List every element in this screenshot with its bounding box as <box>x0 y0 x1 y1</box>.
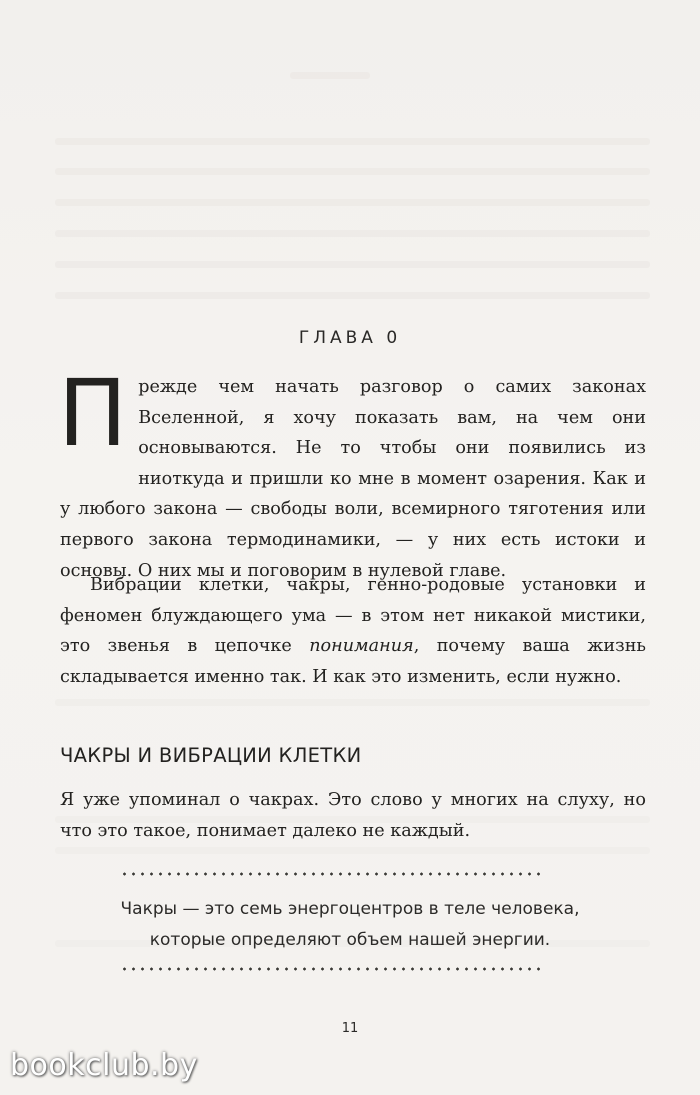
page-number: 11 <box>341 1021 359 1036</box>
callout-line-2: которые определяют объем нашей энергии. <box>149 930 551 950</box>
chapter-heading: ГЛАВА 0 <box>298 328 402 348</box>
second-paragraph-start: Вибрации клетки, чакры, генно-родовые установки и феномен блуждающего ума — в этом нет никакой мистики, это звенья в цепочке <box>60 575 646 657</box>
second-paragraph <box>60 570 646 692</box>
intro-paragraph-text: режде чем начать разговор о самих законах Вселенной, я хочу показать вам, на чем они основываются. Не то чтобы они появились из ниоткуда и пришли ко мне в момент озарения. Как и у любого закона — свободы воли, всемирного тяготения или первого закона термодинамики, — у них есть истоки и основы. О них мы и поговорим в нулевой главе. <box>60 377 646 581</box>
drop-cap: П <box>58 360 128 467</box>
second-paragraph-end: , почему ваша жизнь складывается именно так. И как это изменить, если нужно. <box>60 636 647 687</box>
emphasis-word: понимания <box>309 636 414 657</box>
definition-callout <box>60 894 640 956</box>
section-paragraph: Я уже упоминал о чакрах. Это слово у многих на слуху, но что это такое, понимает далеко не каждый. <box>60 790 646 841</box>
callout-line-1: Чакры — это семь энергоцентров в теле человека, <box>120 899 580 919</box>
section-heading: ЧАКРЫ И ВИБРАЦИИ КЛЕТКИ <box>60 744 362 767</box>
watermark-logo: bookclub.by <box>10 1048 198 1083</box>
intro-paragraph <box>58 360 646 586</box>
dotted-divider-top <box>120 872 540 876</box>
dotted-divider-bottom <box>120 967 540 971</box>
